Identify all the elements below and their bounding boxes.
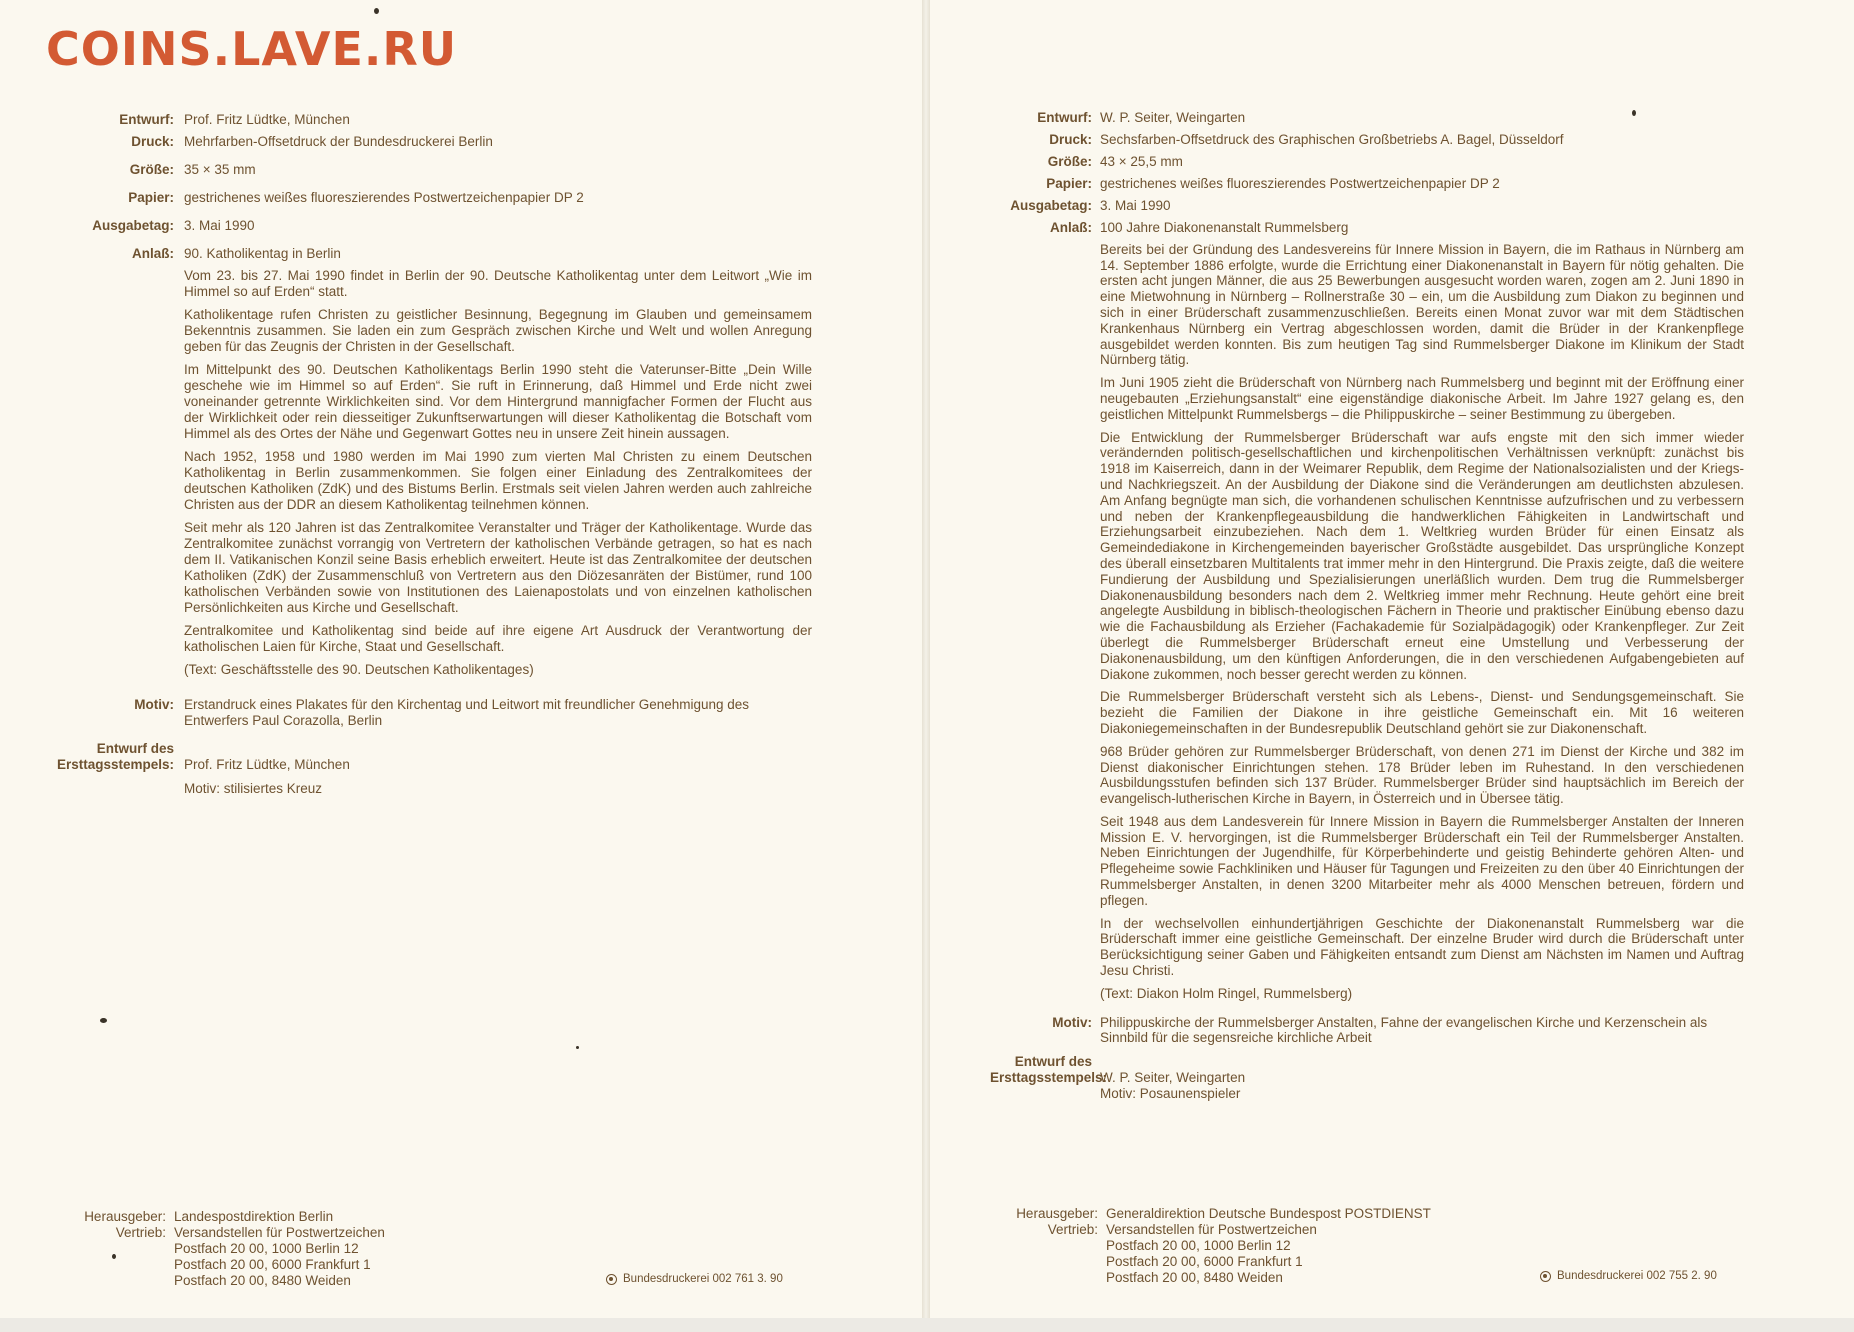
field-value: W. P. Seiter, Weingarten xyxy=(1100,110,1246,125)
field-label: Anlaß: xyxy=(1050,220,1092,235)
stempel-motiv: Motiv: Posaunenspieler xyxy=(1100,1086,1241,1102)
scan-speck xyxy=(576,1046,579,1049)
scan-speck xyxy=(112,1254,116,1259)
body-paragraph: Nach 1952, 1958 und 1980 werden im Mai 1990 zum vierten Mal Christen zu einem Deutschen Katholikentag in Berlin zusammenkommen. Sie folgen einer Einladung des Zentralkomitees der deutschen Katholiken (ZdK) und des Bistums Berlin. Erstmals seit vielen Jahren werden auch zahlreiche Christen aus der DDR an diesem Katholikentag teilnehmen können. xyxy=(184,449,812,512)
field-ersttagsstempel xyxy=(40,741,812,797)
body-paragraph: Bereits bei der Gründung des Landesvereins für Innere Mission in Bayern, die im Rathaus in Nürnberg am 14. September 1886 erfolgte, wurde die Errichtung einer Diakonenanstalt in Bayern für nötig gehalten. Die ersten acht jungen Männer, die aus 25 Bewerbungen ausgesucht worden waren, zogen am 2. Juni 1890 in eine Mietwohnung in Nürnberg – Rollnerstraße 30 – ein, um die Ausbildung zum Diakon zu beginnen und sich in einer Brüderschaft zusammenzuschließen. Bereits einen Monat zuvor war mit dem Städtischen Krankenhaus Nürnberg ein Vertrag abgeschlossen worden, damit die Brüder in der Krankenpflege ausgebildet werden konnten. Bis zum heutigen Tag sind Rummelsberger Diakone im Klinikum der Stadt Nürnberg tätig. xyxy=(1100,241,1744,368)
field-entwurf xyxy=(40,112,812,128)
right-fields xyxy=(990,110,1744,1108)
field-papier xyxy=(40,190,812,206)
field-entwurf xyxy=(990,110,1744,126)
field-papier xyxy=(990,176,1744,192)
scan-speck xyxy=(374,8,379,14)
footer-label: Vertrieb: xyxy=(115,1225,166,1240)
body-paragraph: Die Rummelsberger Brüderschaft versteht sich als Lebens-, Dienst- und Sendungsgemeinschaft. Sie bezieht die Familien der Diakone in ihre geistliche Gemeinschaft ein. Mit 16 weiteren Diakoniegemeinschaften in der Bundesrepublik Deutschland gehört sie zur Diakonenschaft. xyxy=(1100,689,1744,736)
footer-herausgeber xyxy=(40,1209,385,1225)
bundesdruckerei-logo-icon xyxy=(1540,1271,1551,1282)
stempel-designer: Prof. Fritz Lüdtke, München xyxy=(184,757,350,772)
field-value: Mehrfarben-Offsetdruck der Bundesdruckerei Berlin xyxy=(184,134,493,149)
address-line: Postfach 20 00, 1000 Berlin 12 xyxy=(174,1241,359,1256)
left-footer xyxy=(40,1209,385,1289)
print-code-text: Bundesdruckerei 002 761 3. 90 xyxy=(623,1273,783,1285)
anlass-title: 100 Jahre Diakonenanstalt Rummelsberg xyxy=(1100,220,1349,235)
print-code-text: Bundesdruckerei 002 755 2. 90 xyxy=(1557,1270,1717,1282)
field-druck xyxy=(990,132,1744,148)
footer-value xyxy=(1106,1222,1317,1286)
field-label: Motiv: xyxy=(1052,1014,1092,1030)
field-motiv xyxy=(40,697,812,729)
field-value: gestrichenes weißes fluoreszierendes Postwertzeichenpapier DP 2 xyxy=(184,190,584,205)
field-value xyxy=(1100,220,1744,1009)
body-paragraph: Katholikentage rufen Christen zu geistlicher Besinnung, Begegnung im Glauben und gemeinsamem Bekenntnis zusammen. Sie laden ein zum Gespräch zwischen Kirche und Welt und wollen Anregung geben für das Zeugnis der Christen in der Gesellschaft. xyxy=(184,307,812,354)
field-value: Prof. Fritz Lüdtke, München xyxy=(184,112,350,127)
label-line: Entwurf des xyxy=(1014,1054,1092,1070)
stempel-designer: W. P. Seiter, Weingarten xyxy=(1100,1070,1246,1086)
label-line: Ersttagsstempels: xyxy=(990,1070,1108,1086)
footer-vertrieb xyxy=(990,1222,1431,1286)
field-value: 3. Mai 1990 xyxy=(184,218,255,233)
field-anlass xyxy=(40,246,812,685)
field-druck xyxy=(40,134,812,150)
label-line: Ersttagsstempels: xyxy=(56,757,174,772)
field-label: Motiv: xyxy=(134,697,174,712)
field-value: 3. Mai 1990 xyxy=(1100,198,1171,213)
body-paragraph: Seit 1948 aus dem Landesverein für Innere Mission in Bayern die Rummelsberger Anstalten der Inneren Mission E. V. hervorgingen, ist die Rummelsberger Brüderschaft ein Teil der Rummelsberger Anstalten. Neben Einrichtungen der Jugendhilfe, für Körperbehinderte und geistig Behinderte gehören Alten- und Pflegeheime sowie Fachkliniken und Häuser für Tagungen und Freizeiten zu den über 40 Einrichtungen der Rummelsberger Anstalten, in denen 3200 Mitarbeiter mehr als 4000 Menschen betreuen, fördern und pflegen. xyxy=(1100,813,1744,908)
field-value: gestrichenes weißes fluoreszierendes Postwertzeichenpapier DP 2 xyxy=(1100,176,1500,191)
field-label: Größe: xyxy=(129,162,174,177)
scan-speck xyxy=(1632,110,1636,116)
field-ausgabetag xyxy=(40,218,812,234)
label-line: Entwurf des xyxy=(96,741,174,756)
stempel-motiv: Motiv: stilisiertes Kreuz xyxy=(184,781,323,796)
field-label: Ausgabetag: xyxy=(92,218,174,233)
address-line: Postfach 20 00, 1000 Berlin 12 xyxy=(1106,1238,1291,1253)
address-line: Postfach 20 00, 8480 Weiden xyxy=(1106,1270,1283,1285)
body-paragraph: In der wechselvollen einhundertjährigen Geschichte der Diakonenanstalt Rummelsberg war die Brüderschaft immer eine geistliche Gemeinschaft. Der einzelne Bruder wird durch die Brüderschaft unter Berücksichtigung seiner Gaben und Fähigkeiten entsandt zum Dienst am Nächsten im Namen und Auftrag Jesu Christi. xyxy=(1100,915,1744,979)
footer-value: Landespostdirektion Berlin xyxy=(174,1209,334,1224)
field-label xyxy=(990,1054,1108,1086)
print-code xyxy=(606,1273,783,1285)
body-paragraph: Im Mittelpunkt des 90. Deutschen Katholikentags Berlin 1990 steht die Vaterunser-Bitte „Dein Wille geschehe wie im Himmel so auf Erden“. Sie ruft in Erinnerung, daß Himmel und Erde nicht zwei voneinander getrennte Wirklichkeiten sind. Vor dem Hintergrund mannigfacher Formen der Flucht aus der Wirklichkeit oder rein diesseitiger Zukunftserwartungen will dieser Katholikentag die Botschaft vom Himmel als des Ortes der Nähe und Gegenwart Gottes neu in unsere Zeit hinein aussagen. xyxy=(184,362,812,441)
field-value: Philippuskirche der Rummelsberger Anstalten, Fahne der evangelischen Kirche und Kerzenschein als Sinnbild für die segensreiche kirchliche Arbeit xyxy=(1100,1014,1708,1046)
field-value xyxy=(184,741,812,797)
field-label: Papier: xyxy=(1046,176,1092,191)
field-value: 35 × 35 mm xyxy=(184,162,256,177)
field-groesse xyxy=(990,154,1744,170)
field-label: Entwurf: xyxy=(119,112,174,127)
body-paragraph: Die Entwicklung der Rummelsberger Brüderschaft war aufs engste mit den sich immer wieder verändernden politisch-gesellschaftlichen und kirchenpolitischen Verhältnissen verknüpft: zunächst bis 1918 im Kaiserreich, dann in der Weimarer Republik, dem Regime der Nationalsozialisten und der Kriegs- und Nachkriegszeit. An der Ausbildung der Diakone sind die Veränderungen am deutlichsten abzulesen. Am Anfang begnügte man sich, die vorhandenen schulischen Kenntnisse aufzufrischen und zu verbessern und neben der Krankenpflegeausbildung die handwerklichen Fähigkeiten in Landwirtschaft und Erziehungsarbeit einzubeziehen. Nach dem 1. Weltkrieg wurden Brüder für einen Einsatz als Gemeindediakone in Kirchengemeinden bayerischer Großstädte ausgebildet. Das ursprüngliche Konzept des überall einsetzbaren Multitalents trat immer mehr in den Hintergrund. Die Praxis zeigte, daß die weitere Fundierung der Ausbildung und Spezialisierungen unerläßlich wurden. Dem trug die Rummelsberger Diakonenausbildung besonders nach dem 2. Weltkrieg immer mehr Rechnung. Heute gehört eine breit angelegte Ausbildung in biblisch-theologischen Fächern in Theorie und praktischer Einübung ebenso dazu wie die Fachausbildung als Erzieher (Fachakademie für Sozialpädagogik) oder Krankenpfleger. Zur Zeit überlegt die Rummelsberger Brüderschaft erneut eine Umstellung und Verbesserung der Diakonenausbildung, um den künftigen Anforderungen, die in den verschiedenen Aufgabengebieten auf Diakone zukommen, noch besser gerecht werden zu können. xyxy=(1100,429,1744,682)
footer-vertrieb xyxy=(40,1225,385,1289)
address-line: Versandstellen für Postwertzeichen xyxy=(174,1225,385,1240)
field-anlass xyxy=(990,220,1744,1009)
field-label xyxy=(40,741,184,773)
field-value: 43 × 25,5 mm xyxy=(1100,154,1183,169)
field-ausgabetag xyxy=(990,198,1744,214)
sheet-divider xyxy=(922,0,930,1318)
footer-label: Vertrieb: xyxy=(1047,1222,1098,1237)
anlass-title: 90. Katholikentag in Berlin xyxy=(184,246,341,261)
print-code xyxy=(1540,1270,1717,1282)
field-label: Größe: xyxy=(1047,154,1092,169)
bundesdruckerei-logo-icon xyxy=(606,1274,617,1285)
body-paragraph: Vom 23. bis 27. Mai 1990 findet in Berlin der 90. Deutsche Katholikentag unter dem Leitwort „Wie im Himmel so auf Erden“ statt. xyxy=(184,268,812,299)
text-credit: (Text: Diakon Holm Ringel, Rummelsberg) xyxy=(1100,985,1353,1001)
field-ersttagsstempel xyxy=(990,1054,1744,1102)
field-label: Papier: xyxy=(128,190,174,205)
footer-herausgeber xyxy=(990,1206,1431,1222)
body-paragraph: Seit mehr als 120 Jahren ist das Zentralkomitee Veranstalter und Träger der Katholikentage. Wurde das Zentralkomitee zunächst vorrangig von Vertretern der katholischen Verbände getragen, so hat es nach dem II. Vatikanischen Konzil seine Basis erheblich erweitert. Heute ist das Zentralkomitee der deutschen Katholiken (ZdK) der Zusammenschluß von Vertretern aus den Diözesanräten der Bistümer, rund 100 katholischen Verbänden sowie von Institutionen des Laienapostolats und von einzelnen katholischen Persönlichkeiten aus Kirche und Gesellschaft. xyxy=(184,520,812,615)
address-line: Versandstellen für Postwertzeichen xyxy=(1106,1222,1317,1237)
address-line: Postfach 20 00, 8480 Weiden xyxy=(174,1273,351,1288)
field-value: Erstandruck eines Plakates für den Kirchentag und Leitwort mit freundlicher Genehmigung des Entwerfers Paul Corazolla, Berlin xyxy=(184,697,750,728)
field-label: Druck: xyxy=(131,134,174,149)
footer-value: Generaldirektion Deutsche Bundespost POSTDIENST xyxy=(1106,1206,1431,1221)
field-groesse xyxy=(40,162,812,178)
address-line: Postfach 20 00, 6000 Frankfurt 1 xyxy=(174,1257,371,1272)
footer-label: Herausgeber: xyxy=(84,1209,166,1224)
address-line: Postfach 20 00, 6000 Frankfurt 1 xyxy=(1106,1254,1303,1269)
right-footer xyxy=(990,1206,1431,1286)
footer-value xyxy=(174,1225,385,1289)
scan-bottom-edge xyxy=(0,1318,1854,1332)
field-label: Anlaß: xyxy=(132,246,174,261)
body-paragraph: Zentralkomitee und Katholikentag sind beide auf ihre eigene Art Ausdruck der Verantwortung der katholischen Laien für Kirche, Staat und Gesellschaft. xyxy=(184,623,812,654)
scan-speck xyxy=(100,1018,107,1023)
watermark-text: COINS.LAVE.RU xyxy=(46,22,458,76)
text-credit: (Text: Geschäftsstelle des 90. Deutschen Katholikentages) xyxy=(184,662,534,677)
field-value: Sechsfarben-Offsetdruck des Graphischen Großbetriebs A. Bagel, Düsseldorf xyxy=(1100,132,1564,147)
field-label: Ausgabetag: xyxy=(1010,198,1092,213)
field-label: Druck: xyxy=(1049,132,1092,147)
field-label: Entwurf: xyxy=(1037,110,1092,125)
field-motiv xyxy=(990,1015,1744,1047)
body-paragraph: 968 Brüder gehören zur Rummelsberger Brüderschaft, von denen 271 im Dienst der Kirche und 382 im Dienst diakonischer Einrichtungen stehen. 178 Brüder leben im Ruhestand. In den verschiedenen Ausbildungsstufen befinden sich 137 Brüder. Rummelsberger Brüder sind hauptsächlich im Bereich der evangelisch-lutherischen Kirche in Bayern, in Österreich und in Übersee tätig. xyxy=(1100,743,1744,807)
body-paragraph: Im Juni 1905 zieht die Brüderschaft von Nürnberg nach Rummelsberg und beginnt mit der Eröffnung einer neugebauten „Erziehungsanstalt“ eine eigenständige diakonische Arbeit. Im Jahre 1927 gelang es, den geistlichen Mittelpunkt Rummelsbergs – die Philippuskirche – seiner Bestimmung zu übergeben. xyxy=(1100,375,1744,422)
left-fields xyxy=(40,112,812,809)
field-value xyxy=(184,246,812,685)
footer-label: Herausgeber: xyxy=(1016,1206,1098,1221)
field-value xyxy=(1100,1054,1744,1102)
